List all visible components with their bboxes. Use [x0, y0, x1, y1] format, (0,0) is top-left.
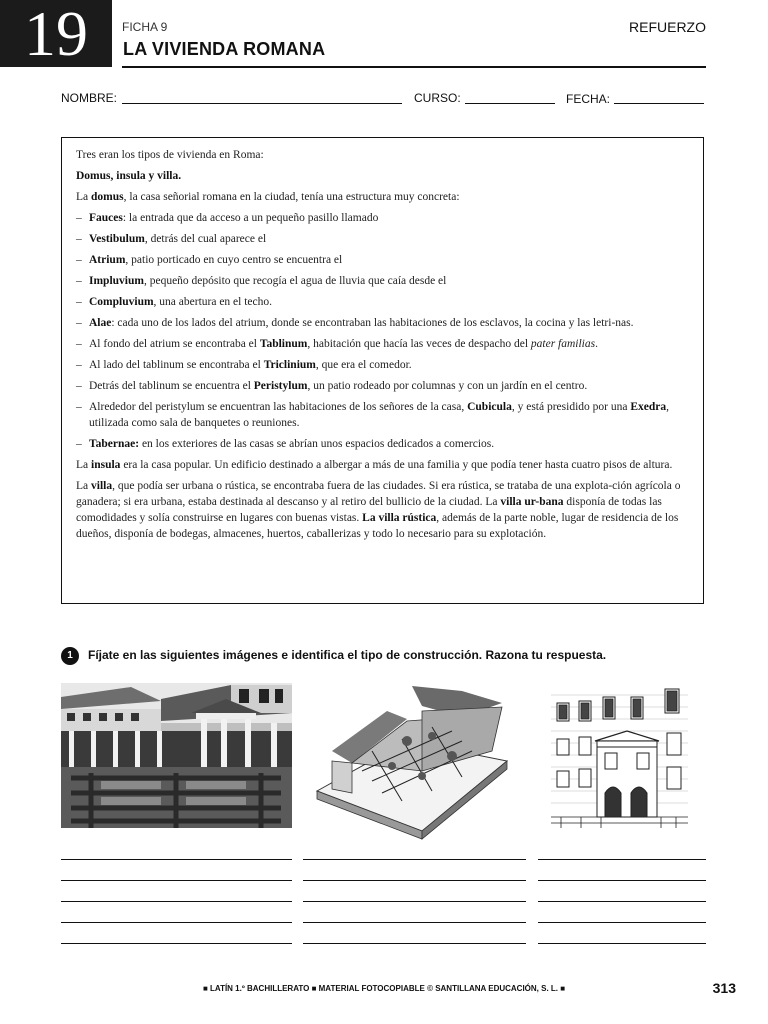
date-field[interactable] [614, 102, 704, 104]
page-title: LA VIVIENDA ROMANA [123, 39, 326, 59]
answer-line[interactable] [61, 922, 292, 923]
date-label: FECHA: [566, 92, 611, 106]
reading-insula: La insula era la casa popular. Un edificio destinado a albergar a más de una familia y que podía tener hasta cuatro pisos de altura. [76, 459, 673, 471]
name-label: NOMBRE: [61, 91, 118, 105]
list-item-cubicula: – Alrededor del peristylum se encuentran las habitaciones de los señores de la casa, Cubicula, y está presidido por una Exedra, utilizada como sala de banquetes o reuniones. [76, 399, 690, 431]
reading-types: Domus, insula y villa. [76, 170, 182, 182]
course-label: CURSO: [414, 91, 461, 105]
course-field[interactable] [465, 102, 555, 104]
answer-line[interactable] [61, 880, 292, 881]
villa-photo-image [61, 683, 292, 828]
list-item: – Vestibulum, detrás del cual aparece el [76, 231, 690, 247]
answer-line[interactable] [538, 943, 706, 944]
list-item-tablinum: – Al fondo del atrium se encontraba el Tablinum, habitación que hacía las veces de despacho del pater familias. [76, 336, 690, 352]
answer-line[interactable] [303, 880, 526, 881]
exercise-number-badge: 1 [61, 647, 79, 665]
footer-copyright: ■ LATÍN 1.º BACHILLERATO ■ MATERIAL FOTOCOPIABLE © SANTILLANA EDUCACIÓN, S. L. ■ [202, 984, 566, 993]
list-item: – Compluvium, una abertura en el techo. [76, 294, 690, 310]
answer-line[interactable] [538, 901, 706, 902]
list-item-triclinium: – Al lado del tablinum se encontraba el Triclinium, que era el comedor. [76, 357, 690, 373]
answer-line[interactable] [538, 922, 706, 923]
list-item-peristylum: – Detrás del tablinum se encuentra el Peristylum, un patio rodeado por columnas y con un jardín en el centro. [76, 378, 690, 394]
answer-line[interactable] [538, 880, 706, 881]
reading-box [61, 137, 704, 604]
answer-line[interactable] [303, 859, 526, 860]
exercise-prompt: Fíjate en las siguientes imágenes e identifica el tipo de construcción. Razona tu respuesta. [88, 648, 607, 662]
list-item: – Alae: cada uno de los lados del atrium, donde se encontraban las habitaciones de los esclavos, la cocina y las letri-nas. [76, 315, 690, 331]
list-item: – Impluvium, pequeño depósito que recogía el agua de lluvia que caía desde el [76, 273, 690, 289]
answer-line[interactable] [303, 922, 526, 923]
page-number: 313 [712, 980, 736, 996]
name-field[interactable] [122, 102, 402, 104]
answer-line[interactable] [303, 901, 526, 902]
unit-number-badge: 19 [0, 0, 112, 67]
answer-line[interactable] [61, 943, 292, 944]
reading-villa: La villa, que podía ser urbana o rústica, se encontraba fuera de las ciudades. Si era rústica, se trataba de una explota-ción agrícola o ganadera; si era urbana, estaba destinada al descanso y al retiro del bullicio de la ciudad. La villa ur-bana disponía de todas las comodidades y solía construirse en lugares con buenas vistas. La villa rústica, además de la parte noble, lugar de residencia de los dueños, disponía de bodegas, almacenes, huertos, caballerizas y todo lo necesario para su explotación. [76, 480, 681, 540]
domus-illustration-image [312, 681, 512, 841]
reading-domus: La domus, la casa señorial romana en la ciudad, tenía una estructura muy concreta: [76, 191, 460, 203]
answer-line[interactable] [61, 901, 292, 902]
header-rule [122, 66, 706, 68]
insula-drawing-image [551, 683, 688, 828]
level-label: REFUERZO [629, 19, 706, 35]
list-item-tabernae: – Tabernae: en los exteriores de las casas se abrían unos espacios dedicados a comercios. [76, 436, 690, 452]
list-item: – Fauces: la entrada que da acceso a un pequeño pasillo llamado [76, 210, 690, 226]
answer-line[interactable] [61, 859, 292, 860]
worksheet-label: FICHA 9 [122, 20, 168, 34]
answer-line[interactable] [303, 943, 526, 944]
answer-line[interactable] [538, 859, 706, 860]
reading-intro: Tres eran los tipos de vivienda en Roma: [76, 149, 264, 161]
list-item: – Atrium, patio porticado en cuyo centro se encuentra el [76, 252, 690, 268]
